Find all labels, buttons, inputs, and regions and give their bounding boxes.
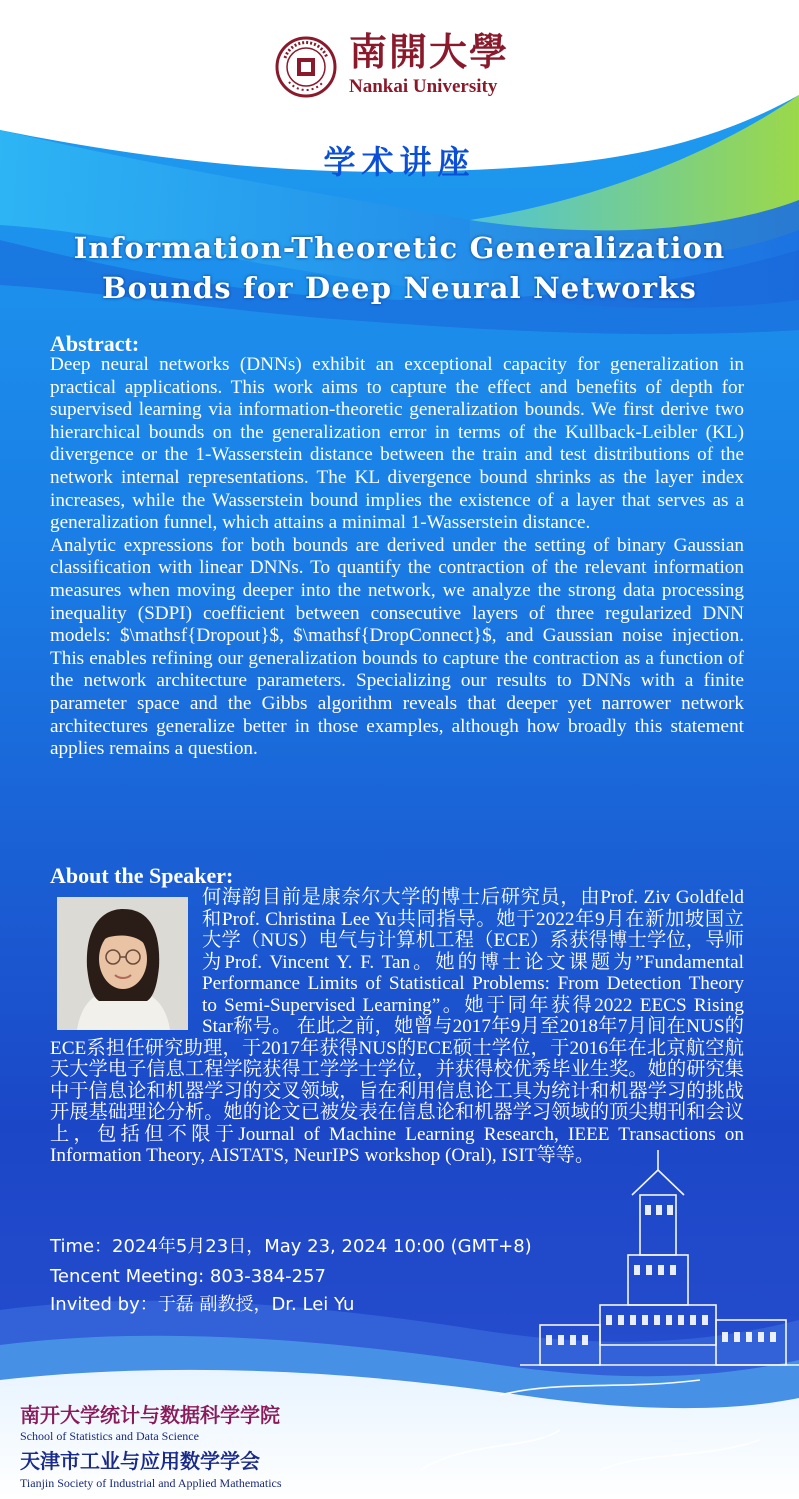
logo-english-name: Nankai University bbox=[349, 76, 498, 97]
lecture-label: 学术讲座 bbox=[323, 143, 476, 181]
speaker-portrait-icon bbox=[57, 897, 188, 1030]
title-line-2: Bounds for Deep Neural Networks bbox=[101, 271, 698, 305]
organizer-2-cn: 天津市工业与应用数学学会 bbox=[20, 1449, 260, 1473]
organizer-2-en: Tianjin Society of Industrial and Applied Mathematics bbox=[20, 1476, 282, 1490]
abstract-heading: Abstract: bbox=[50, 331, 140, 356]
speaker-bio: 何海韵目前是康奈尔大学的博士后研究员，由Prof. Ziv Goldfeld和Prof. Christina Lee Yu共同指导。她于2022年9月在新加坡国立大学（NUS）电气与计算机工程（ECE）系获得博士学位，导师为Prof. Vincent Y. F. Tan。她的博士论文课题为”Fundamental Performance Limits of Statistical Problems: From Detection Theory to Semi-Supervised Learning”。她于同年获得2022 EECS Rising Star称号。 在此之前，她曾与2017年9月至2018年7月间在NUS的ECE系担任研究助理，于2017年获得NUS的ECE硕士学位，于2016年在北京航空航天大学电子信息工程学院获得工学学士学位，并获得校优秀毕业生奖。她的研究集中于信息论和机器学习的交叉领域，旨在利用信息论工具为统计和机器学习的挑战开展基础理论分析。她的论文已被发表在信息论和机器学习领域的顶尖期刊和会议上，包括但不限于Journal of Machine Learning Research, IEEE Transactions on Information Theory, AISTATS, NeurIPS workshop (Oral), ISIT等等。 bbox=[50, 887, 744, 1166]
organizer-1-cn: 南开大学统计与数据科学学院 bbox=[20, 1403, 280, 1427]
invited-by: Invited by：于磊 副教授，Dr. Lei Yu bbox=[50, 1294, 355, 1315]
speaker-photo bbox=[57, 897, 188, 1030]
speaker-heading: About the Speaker: bbox=[50, 863, 234, 888]
abstract-body bbox=[50, 354, 744, 761]
university-logo bbox=[275, 18, 535, 100]
event-time: Time：2024年5月23日，May 23, 2024 10:00 (GMT+8) bbox=[50, 1236, 532, 1257]
abstract-paragraph-2: Analytic expressions for both bounds are derived under the setting of binary Gaussian classification with linear DNNs. To quantify the contraction of the relevant information measures when moving deeper into the network, we analyze the strong data processing inequality (SDPI) coefficient between consecutive layers of three regularized DNN models: $\mathsf{Dropout}$, $\mathsf{DropConnect}$, and Gaussian noise injection. This enables refining our generalization bounds to capture the contraction as a function of the network architecture parameters. Specializing our results to DNNs with a finite parameter space and the Gibbs algorithm reveals that deeper yet narrower network architectures generalize better in those examples, although how broadly this statement applies remains a question. bbox=[50, 534, 744, 760]
title-line-1: Information-Theoretic Generalization bbox=[73, 231, 726, 265]
abstract-paragraph-1: Deep neural networks (DNNs) exhibit an exceptional capacity for generalization in practical applications. This work aims to capture the effect and benefits of depth for supervised learning via information-theoretic generalization bounds. We first derive two hierarchical bounds on the generalization error in terms of the Kullback-Leibler (KL) divergence or the 1-Wasserstein distance between the train and test distributions of the network internal representations. The KL divergence bound shrinks as the layer index increases, while the Wasserstein bound implies the existence of a layer that serves as a generalization funnel, which attains a minimal 1-Wasserstein distance. bbox=[50, 354, 744, 534]
lecture-title bbox=[30, 228, 769, 308]
meeting-id: Tencent Meeting: 803-384-257 bbox=[50, 1266, 326, 1287]
organizer-1-en: School of Statistics and Data Science bbox=[20, 1429, 199, 1443]
logo-chinese-name: 南開大學 bbox=[349, 29, 510, 74]
university-seal-icon bbox=[275, 36, 337, 98]
